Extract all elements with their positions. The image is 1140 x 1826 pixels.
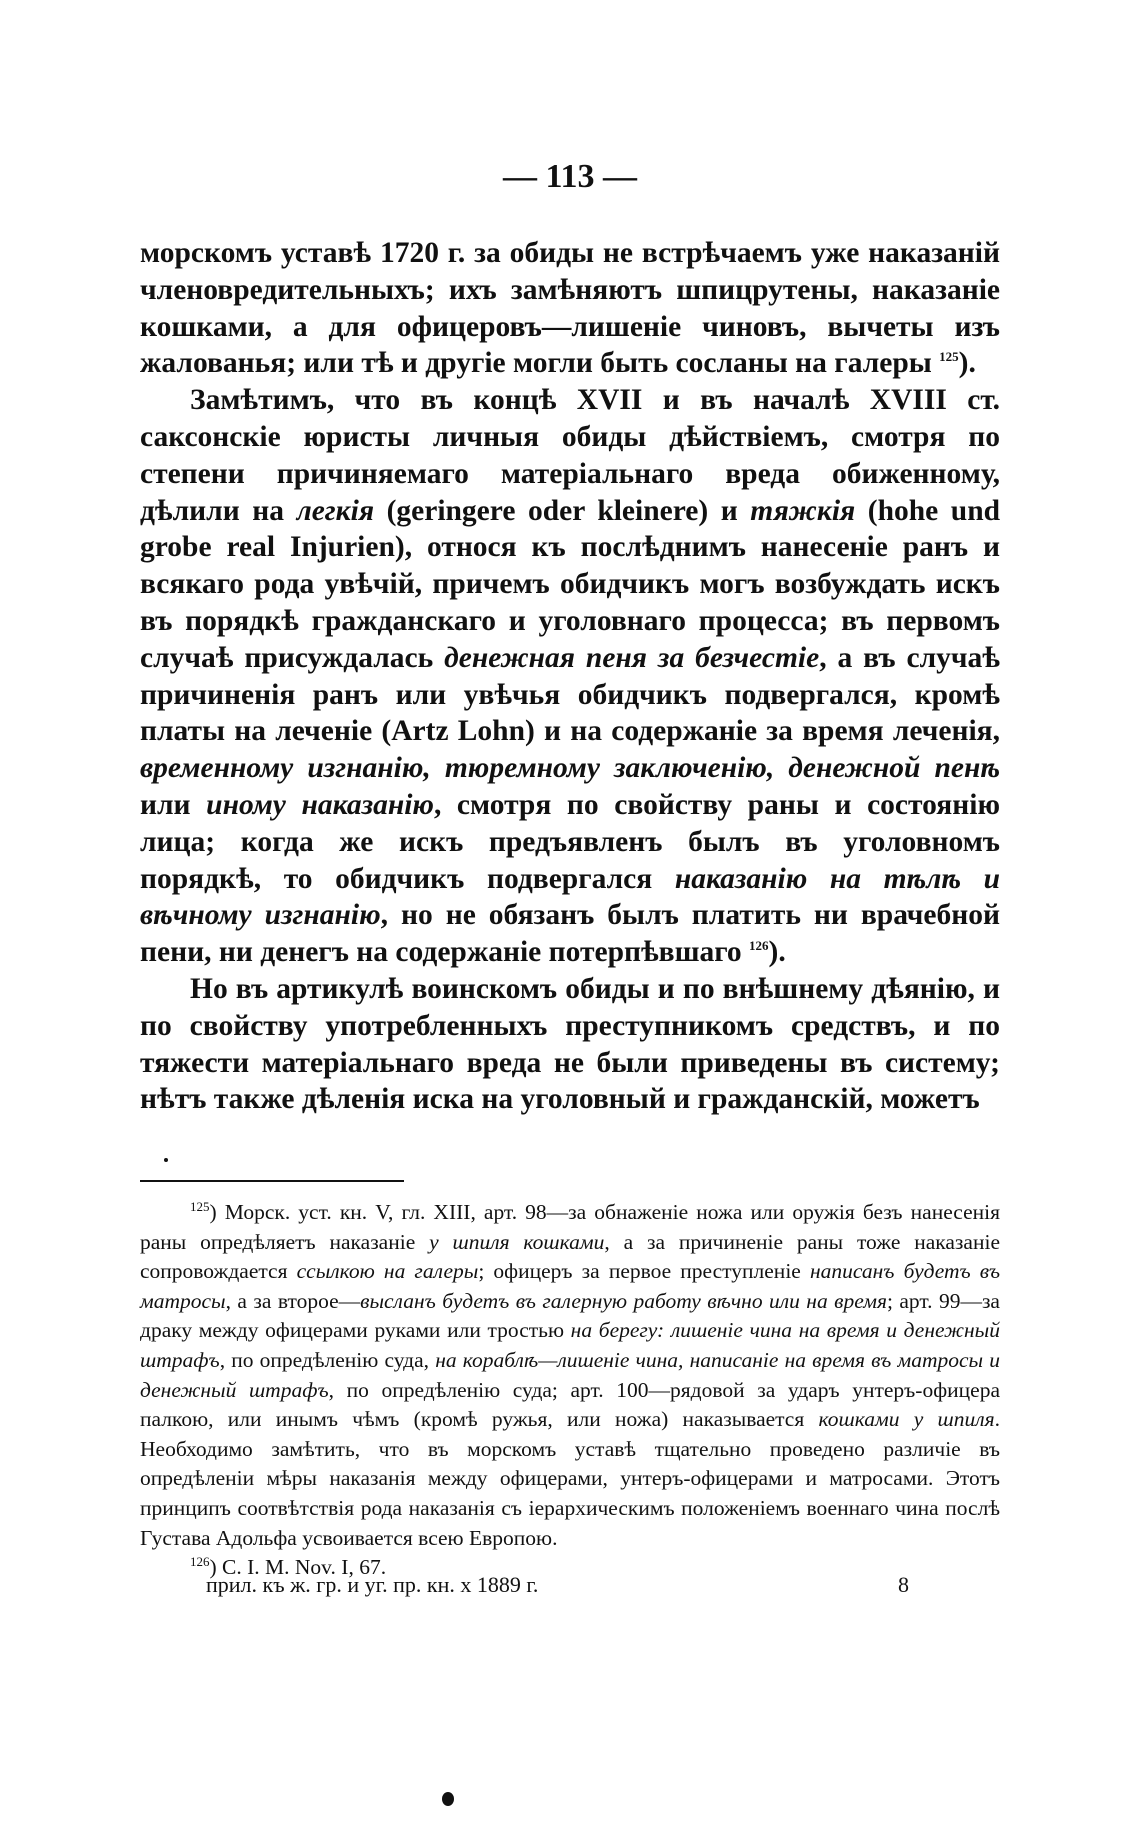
footnote-ref-126: 126: [749, 938, 769, 954]
footnotes: [140, 1198, 1000, 1583]
page-number: — 113 —: [502, 158, 638, 195]
footnote-125: $^{125}$) Морск. уст. кн. V, гл. XIII, арт. 98—за обнаженіе ножа или оружія безъ нанесенія раны опредѣляетъ наказаніе у шпиля кошками, а за причиненіе раны тоже наказаніе сопровождается ссылкою на галеры; офицеръ за первое преступленіе написанъ будетъ въ матросы, а за второе—выcланъ будетъ въ галерную работу вѣчно или на время; арт. 99—за драку между офицерами руками или тростью на берегу: лишеніе чина на время и денежный штрафъ, по опредѣленію суда, на кораблѣ—лишеніе чина, написаніе на время въ матросы и денежный штрафъ, по опредѣленію суда; арт. 100—рядовой за ударъ унтеръ-офицера палкою, или инымъ чѣмъ (кромѣ ружья, или ножа) наказывается кошками у шпиля. Необходимо замѣтить, что въ морскомъ уставѣ тщательно проведено различіе въ опредѣленіи мѣры наказанія между офицерами, унтеръ-офицерами и матросами. Этотъ принципъ соотвѣтствія рода наказанія съ іерархическимъ положеніемъ военнаго чина послѣ Густава Адольфа усвоивается всею Европою.: [140, 1198, 1000, 1550]
main-text: [140, 235, 1000, 1118]
footnote-126: $^{126}$) C. I. M. Nov. I, 67.: [190, 1553, 387, 1580]
sheet-number: 8: [898, 1572, 909, 1597]
signature-text: прил. къ ж. гр. и уг. пр. кн. х 1889 г.: [206, 1572, 539, 1597]
ink-dot: [442, 1792, 454, 1806]
ink-mark: [164, 1158, 168, 1162]
footnote-ref-125: 125: [939, 349, 959, 365]
paragraph-3: Но въ артикулѣ воинскомъ обиды и по внѣшнему дѣянію, и по свойству употребленныхъ преступникомъ средствъ, и по тяжести матеріальнаго вреда не были приведены въ систему; нѣтъ также дѣленія иска на уголовный и гражданскій, можетъ: [140, 972, 1000, 1116]
paragraph-2: Замѣтимъ, что въ концѣ XVII и въ началѣ XVIII ст. саксонскіе юристы личныя обиды дѣйствіемъ, смотря по степени причиняемаго матеріальнаго вреда обиженному, дѣлили на легкія (geringere oder kleinere) и тяжкія (hohe und grobe real Injurien), относя къ послѣднимъ нанесеніе ранъ и всякаго рода увѣчій, причемъ обидчикъ могъ возбуждать искъ въ порядкѣ гражданскаго и уголовнаго процесса; въ первомъ случаѣ присуждалась денежная пеня за безчестіе, а въ случаѣ причиненія ранъ или увѣчья обидчикъ подвергался, кромѣ платы на леченіе (Artz Lohn) и на содержаніе за время леченія, временному изгнанію, тюремному заключенію, денежной пенѣ или иному наказанію, смотря по свойству раны и состоянію лица; когда же искъ предъявленъ былъ въ уголовномъ порядкѣ, то обидчикъ подвергался наказанію на тѣлѣ и вѣчному изгнанію, но не обязанъ былъ платить ни врачебной пени, ни денегъ на содержаніе потерпѣвшаго $^{126}$).: [140, 384, 1001, 969]
footnote-divider: [140, 1180, 404, 1182]
paragraph-1: морскомъ уставѣ 1720 г. за обиды не встрѣчаемъ уже наказаній членовредительныхъ; ихъ замѣняютъ шпицрутены, наказаніе кошками, а для офицеровъ—лишеніе чиновъ, вычеты изъ жалованья; или тѣ и другіе могли быть сосланы на галеры $^{125}$).: [140, 237, 1000, 380]
